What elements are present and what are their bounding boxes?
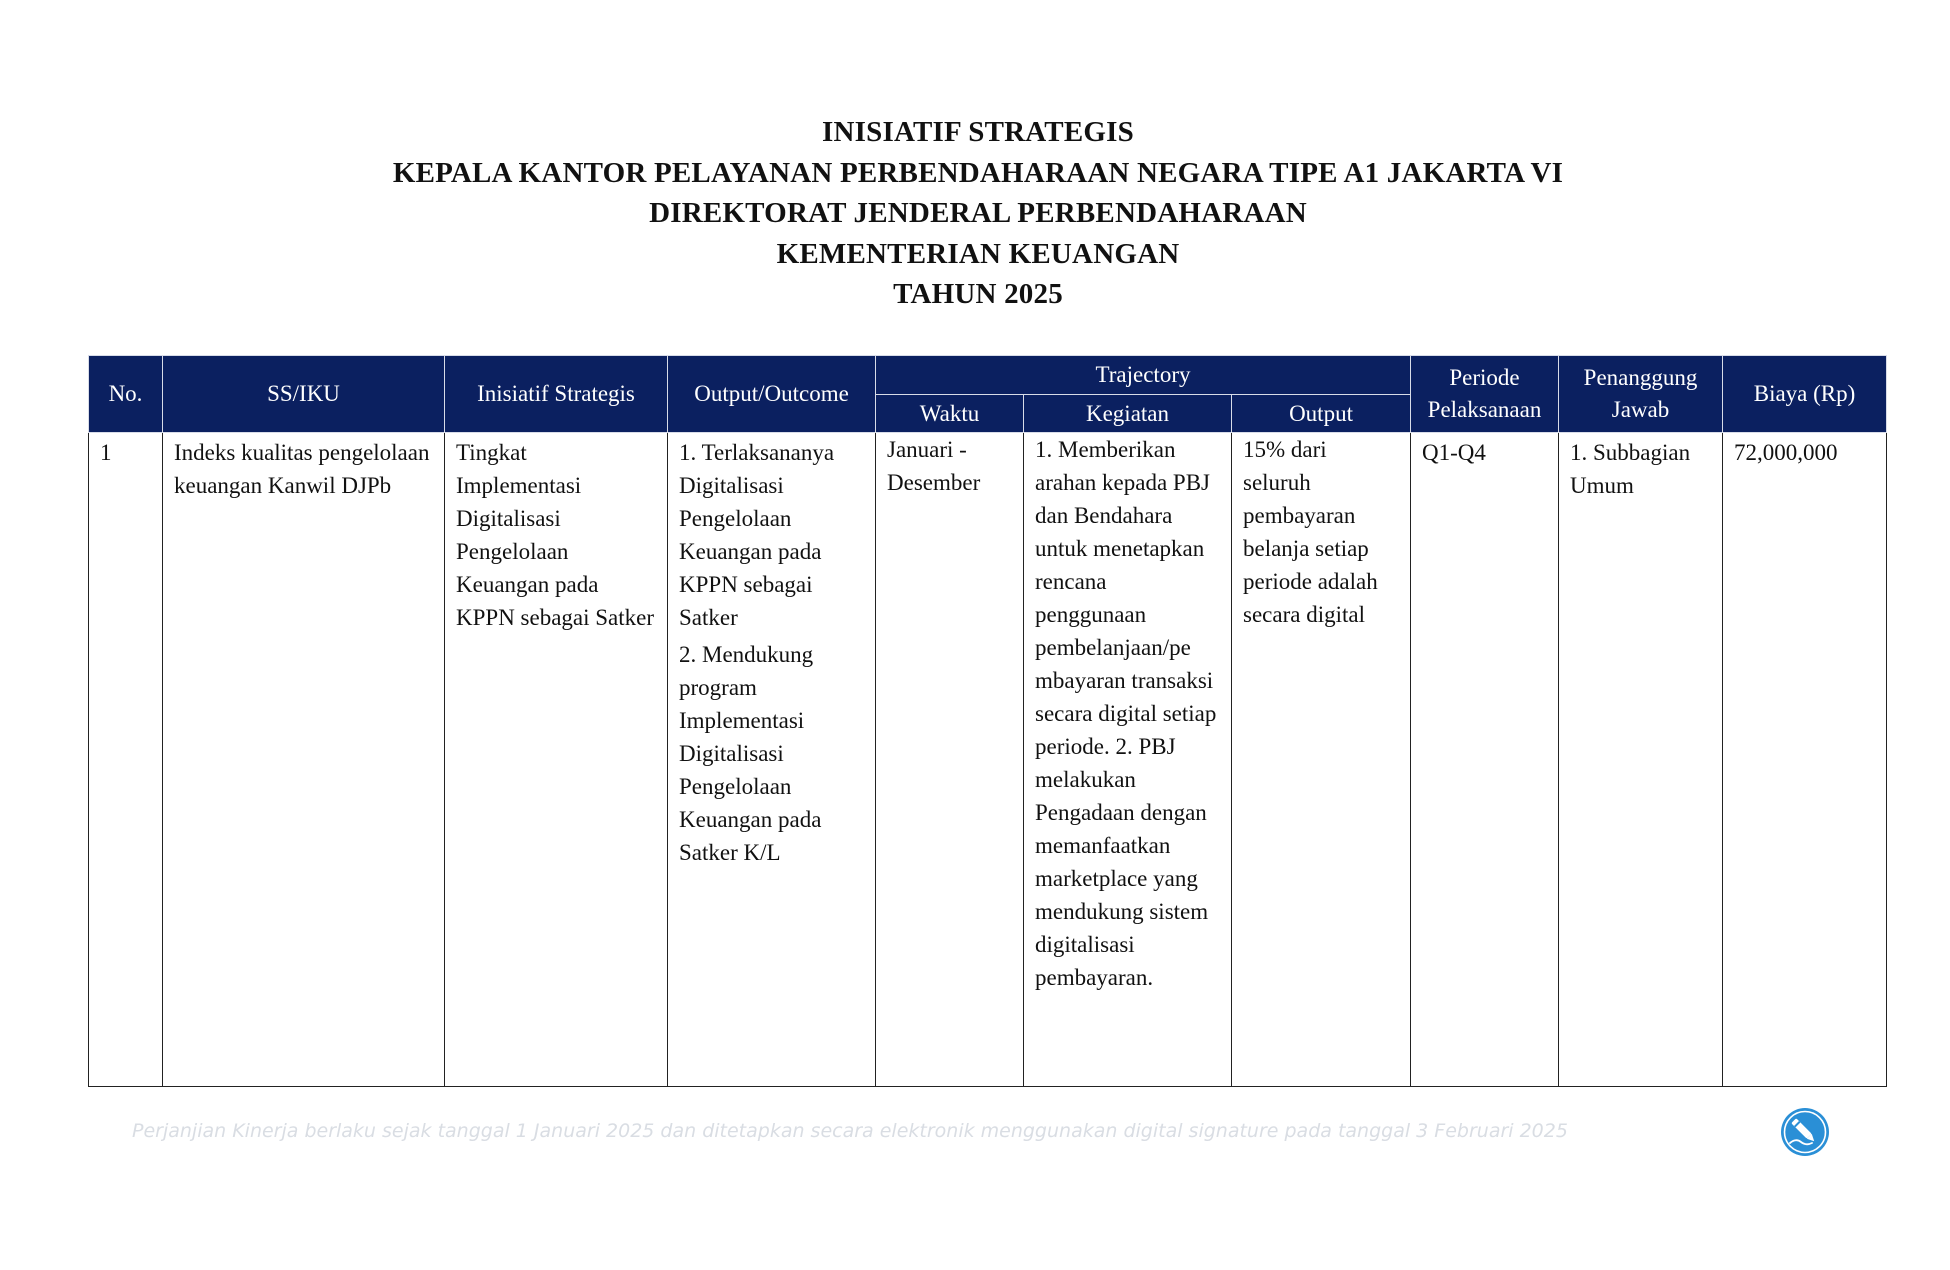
cell-ss-iku: Indeks kualitas pengelolaan keuangan Kanwil DJPb	[163, 433, 445, 1087]
title-line-4: KEMENTERIAN KEUANGAN	[776, 237, 1180, 270]
cell-output: 15% dari seluruh pembayaran belanja setiap periode adalah secara digital	[1232, 433, 1411, 1087]
header-trajectory: Trajectory	[876, 356, 1411, 395]
output-outcome-item-1: 1. Terlaksananya Digitalisasi Pengelolaan Keuangan pada KPPN sebagai Satker	[679, 440, 835, 630]
cell-output-outcome	[668, 433, 876, 1087]
title-line-1: INISIATIF STRATEGIS	[822, 116, 1134, 148]
title-line-3: DIREKTORAT JENDERAL PERBENDAHARAAN	[649, 197, 1307, 229]
cell-kegiatan: 1. Memberikan arahan kepada PBJ dan Bendahara untuk menetapkan rencana penggunaan pembelanjaan/pe mbayaran transaksi secara digital setiap periode. 2. PBJ melakukan Pengadaan dengan memanfaatkan marketplace yang mendukung sistem digitalisasi pembayaran.	[1024, 433, 1232, 1087]
footer-signature-note: Perjanjian Kinerja berlaku sejak tanggal 1 Januari 2025 dan ditetapkan secara elektronik menggunakan digital signature pada tanggal 3 Februari 2025	[132, 1120, 1568, 1142]
cell-waktu: Januari - Desember	[876, 433, 1024, 1087]
header-no: No.	[89, 356, 163, 433]
cell-biaya: 72,000,000	[1723, 433, 1887, 1087]
digital-signature-pen-icon	[1780, 1107, 1830, 1157]
cell-inisiatif-strategis: Tingkat Implementasi Digitalisasi Pengelolaan Keuangan pada KPPN sebagai Satker	[445, 433, 668, 1087]
header-waktu: Waktu	[876, 395, 1024, 433]
header-periode-pelaksanaan: Periode Pelaksanaan	[1411, 356, 1559, 433]
title-line-2: KEPALA KANTOR PELAYANAN PERBENDAHARAAN NEGARA TIPE A1 JAKARTA VI	[392, 156, 1564, 189]
header-biaya: Biaya (Rp)	[1723, 356, 1887, 433]
header-output-outcome: Output/Outcome	[668, 356, 876, 433]
header-penanggung-jawab: Penanggung Jawab	[1559, 356, 1723, 433]
cell-periode-pelaksanaan: Q1-Q4	[1411, 433, 1559, 1087]
header-ss-iku: SS/IKU	[163, 356, 445, 433]
table-header-row	[89, 356, 1887, 395]
header-output: Output	[1232, 395, 1411, 433]
output-outcome-item-2: 2. Mendukung program Implementasi Digitalisasi Pengelolaan Keuangan pada Satker K/L	[679, 642, 822, 865]
strategic-initiative-table	[88, 355, 1887, 1087]
header-inisiatif-strategis: Inisiatif Strategis	[445, 356, 668, 433]
title-line-5: TAHUN 2025	[893, 278, 1063, 310]
header-kegiatan: Kegiatan	[1024, 395, 1232, 433]
cell-penanggung-jawab: 1. Subbagian Umum	[1559, 433, 1723, 1087]
cell-no: 1	[89, 433, 163, 1087]
table-row	[89, 433, 1887, 1087]
document-title	[0, 112, 1950, 315]
